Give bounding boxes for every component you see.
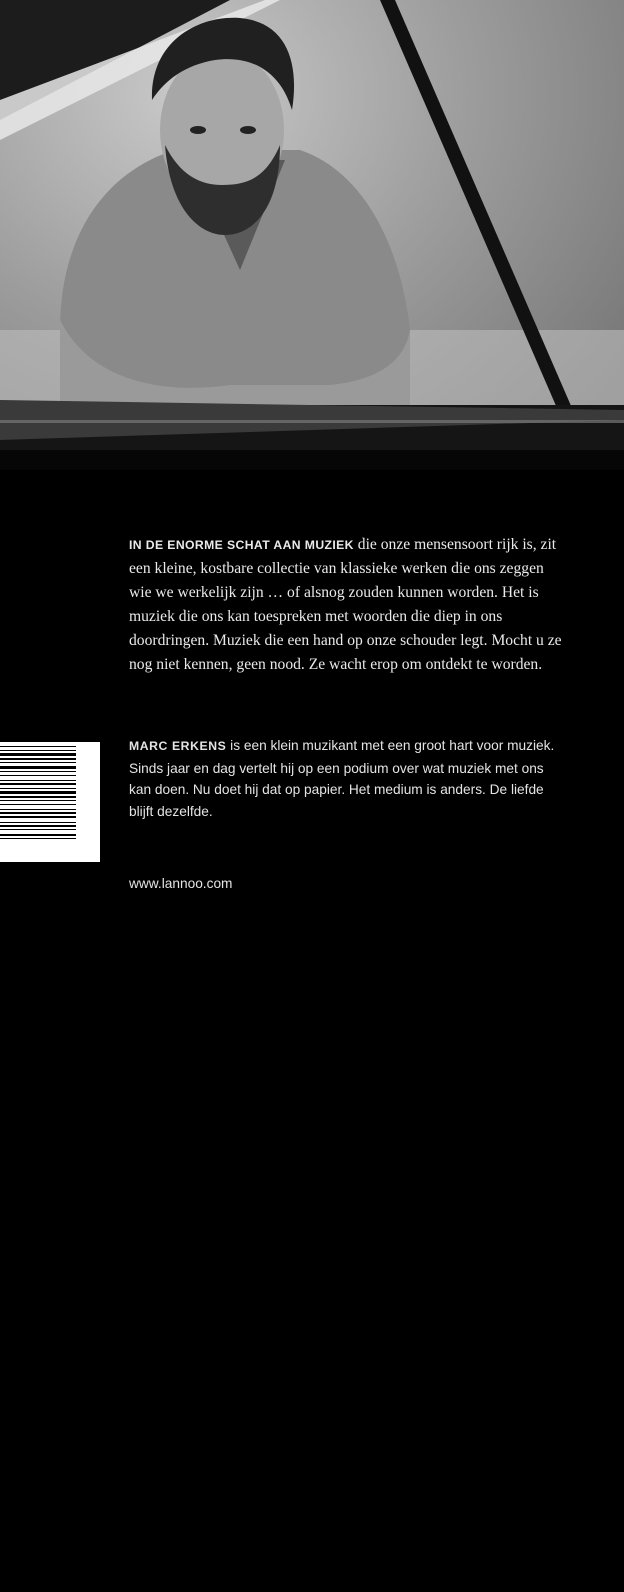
- barcode-bar: [0, 762, 76, 763]
- barcode-bar: [0, 766, 76, 769]
- barcode-bars: [0, 742, 100, 862]
- barcode-bar: [0, 750, 76, 751]
- barcode-bar: [0, 812, 76, 814]
- isbn-barcode: [0, 742, 100, 1592]
- author-name: MARC ERKENS: [129, 739, 227, 753]
- isbn-number: 9 789401 464369: [80, 1491, 92, 1592]
- barcode-bar: [0, 791, 76, 794]
- author-bio-text: is een klein muzikant met een groot hart voor muziek. Sinds jaar en dag vertelt hij op een podium over wat muziek met ons kan doen. Nu doet hij dat op papier. Het medium is anders. De liefde blijft dezelfde.: [129, 738, 555, 819]
- barcode-bar: [0, 788, 76, 789]
- barcode-bar: [0, 829, 76, 830]
- author-bio: [129, 735, 569, 822]
- barcode-bar: [0, 804, 76, 805]
- barcode-bar: [0, 822, 76, 823]
- barcode-bar: [0, 753, 76, 756]
- back-cover-blurb: [129, 533, 569, 677]
- barcode-bar: [0, 746, 76, 747]
- barcode-bar: [0, 838, 76, 839]
- cover-photo: [0, 0, 624, 470]
- barcode-bar: [0, 780, 76, 781]
- barcode-bar: [0, 825, 76, 827]
- barcode-bar: [0, 758, 76, 760]
- barcode-bar: [0, 783, 76, 785]
- barcode-bar: [0, 834, 76, 836]
- barcode-bar: [0, 809, 76, 810]
- barcode-bar: [0, 800, 76, 801]
- barcode-bar: [0, 771, 76, 772]
- blurb-text: die onze mensensoort rijk is, zit een kleine, kostbare collectie van klassieke werken die ons zeggen wie we werkelijk zijn … of alsnog zouden kunnen worden. Het is muziek die ons kan toespreken met woorden die diep in ons doordringen. Muziek die een hand op onze schouder legt. Mocht u ze nog niet kennen, geen nood. Ze wacht erop om ontdekt te worden.: [129, 536, 562, 673]
- barcode-bar: [0, 796, 76, 798]
- publisher-website[interactable]: www.lannoo.com: [129, 876, 233, 891]
- blurb-lead: IN DE ENORME SCHAT AAN MUZIEK: [129, 538, 354, 552]
- barcode-bar: [0, 775, 76, 776]
- pianist-illustration: [0, 0, 624, 470]
- barcode-bar: [0, 816, 76, 818]
